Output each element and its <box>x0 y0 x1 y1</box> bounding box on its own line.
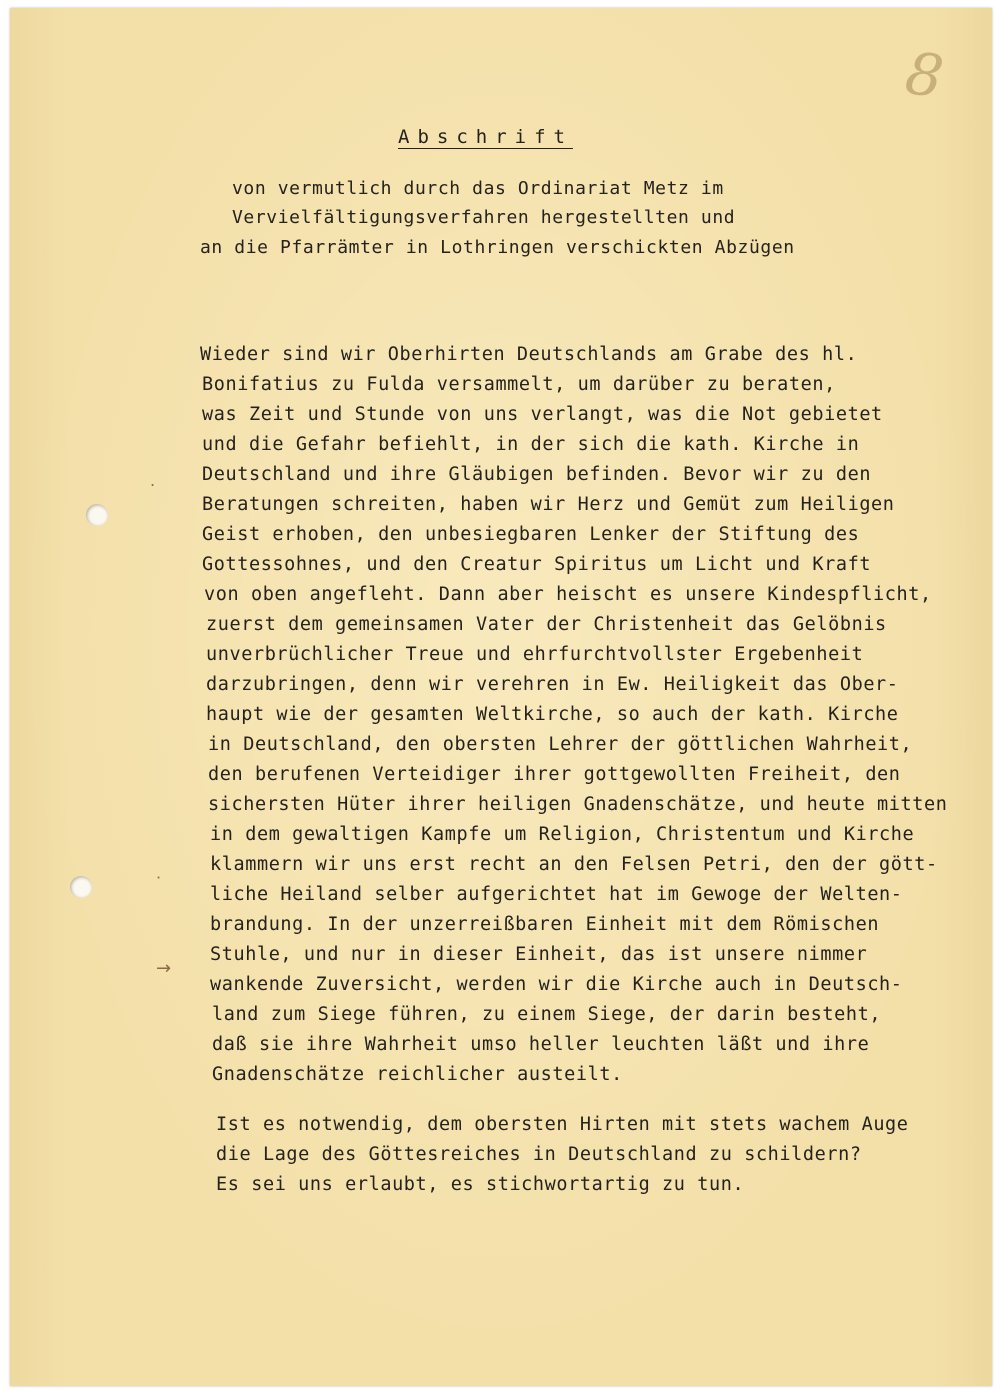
body-line: was Zeit und Stunde von uns verlangt, was die Not gebietet <box>202 404 883 425</box>
body-line: Stuhle, und nur in dieser Einheit, das ist unsere nimmer <box>210 944 868 965</box>
body-line: den berufenen Verteidiger ihrer gottgewollten Freiheit, den <box>208 764 901 785</box>
margin-tick-mark: . <box>150 471 156 490</box>
subtitle-line: Vervielfältigungsverfahren hergestellten und <box>232 207 736 228</box>
body-line: Es sei uns erlaubt, es stichwortartig zu tun. <box>216 1174 745 1195</box>
margin-tick-mark: · <box>156 868 162 887</box>
body-line: wankende Zuversicht, werden wir die Kirche auch in Deutsch- <box>210 974 903 995</box>
subtitle-line: von vermutlich durch das Ordinariat Metz im <box>232 178 724 199</box>
body-line: Deutschland und ihre Gläubigen befinden. Bevor wir zu den <box>202 464 872 485</box>
body-line: von oben angefleht. Dann aber heischt es unsere Kindespflicht, <box>204 584 932 605</box>
document-title: Abschrift <box>398 126 573 148</box>
punch-hole-bottom <box>70 876 92 898</box>
body-line: haupt wie der gesamten Weltkirche, so auch der kath. Kirche <box>206 704 899 725</box>
punch-hole-top <box>86 504 108 526</box>
body-line: in Deutschland, den obersten Lehrer der göttlichen Wahrheit, <box>208 734 913 755</box>
body-line: Beratungen schreiten, haben wir Herz und Gemüt zum Heiligen <box>202 494 895 515</box>
body-line: Geist erhoben, den unbesiegbaren Lenker der Stiftung des <box>202 524 860 545</box>
body-line: darzubringen, denn wir verehren in Ew. Heiligkeit das Ober- <box>206 674 899 695</box>
body-line: Gnadenschätze reichlicher austeilt. <box>212 1064 623 1085</box>
body-line: Gottessohnes, und den Creatur Spiritus um Licht und Kraft <box>202 554 872 575</box>
margin-arrow-mark: → <box>156 958 172 979</box>
body-line: Bonifatius zu Fulda versammelt, um darüber zu beraten, <box>202 374 836 395</box>
body-line: und die Gefahr befiehlt, in der sich die kath. Kirche in <box>202 434 860 455</box>
body-line: die Lage des Göttesreiches in Deutschland zu schildern? <box>216 1144 862 1165</box>
body-line: sichersten Hüter ihrer heiligen Gnadenschätze, und heute mitten <box>208 794 948 815</box>
subtitle-line: an die Pfarrämter in Lothringen verschickten Abzügen <box>200 237 795 258</box>
handwritten-page-number: 8 <box>901 38 948 112</box>
body-line: Ist es notwendig, dem obersten Hirten mit stets wachem Auge <box>216 1114 909 1135</box>
body-line: zuerst dem gemeinsamen Vater der Christenheit das Gelöbnis <box>206 614 887 635</box>
body-line: brandung. In der unzerreißbaren Einheit mit dem Römischen <box>210 914 880 935</box>
body-line: land zum Siege führen, zu einem Siege, der darin besteht, <box>212 1004 882 1025</box>
body-line: daß sie ihre Wahrheit umso heller leuchten läßt und ihre <box>212 1034 870 1055</box>
body-line: in dem gewaltigen Kampfe um Religion, Christentum und Kirche <box>210 824 915 845</box>
body-line: Wieder sind wir Oberhirten Deutschlands am Grabe des hl. <box>200 344 858 365</box>
body-line: klammern wir uns erst recht an den Felsen Petri, den der gött- <box>210 854 938 875</box>
document-page <box>10 8 992 1386</box>
body-line: unverbrüchlicher Treue und ehrfurchtvollster Ergebenheit <box>206 644 864 665</box>
body-line: liche Heiland selber aufgerichtet hat im Gewoge der Welten- <box>210 884 903 905</box>
